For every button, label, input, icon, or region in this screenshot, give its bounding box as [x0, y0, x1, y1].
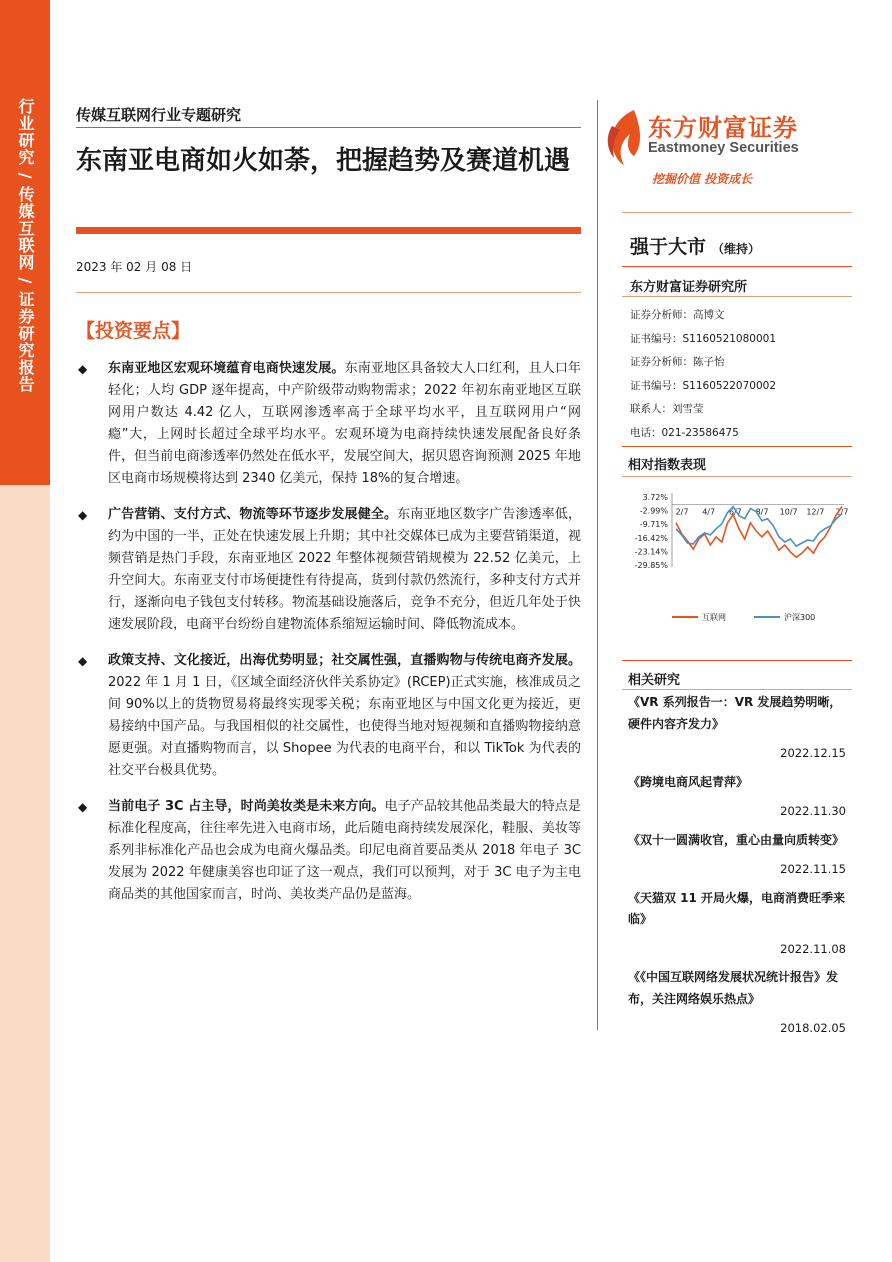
title-underline [76, 227, 581, 234]
key-point-body: 电子产品较其他品类最大的特点是标准化程度高，往往率先进入电商市场，此后随电商持续发展深化，鞋服、美妆等系列非标准化产品也会成为电商火爆品类。印尼电商首要品类从 2018 年电子 3C 发展为 2022 年健康美容也印证了这一观点，我们可以预判，对于 3C 电子为主电商品类的其他国家而言，时尚、美妆类产品仍是蓝海。 [108, 799, 581, 902]
header-rule [76, 127, 581, 128]
key-point-lead: 广告营销、支付方式、物流等环节逐步发展健全。 [108, 507, 398, 522]
page-title: 东南亚电商如火如荼，把握趋势及赛道机遇 [76, 146, 571, 176]
contact-line: 联系人：刘雪莹 [630, 403, 704, 415]
key-point-lead: 政策支持、文化接近，出海优势明显；社交属性强，直播购物与传统电商齐发展。 [108, 653, 581, 668]
diamond-bullet-icon: ◆ [78, 800, 88, 814]
y-tick-label: -2.99% [639, 506, 668, 516]
sidebar-label: 行业研究 / 传媒互联网 / 证券研究报告 [16, 98, 35, 393]
divider [622, 266, 852, 267]
flame-logo-icon [604, 108, 644, 166]
x-tick-label: 8/7 [755, 507, 769, 517]
related-title[interactable]: 《双十一圆满收官，重心由量向质转变》 [628, 832, 845, 847]
divider [622, 446, 852, 447]
related-title[interactable]: 《VR 系列报告一：VR 发展趋势明晰，硬件内容齐发力》 [628, 695, 842, 731]
section-heading: 【投资要点】 [76, 320, 191, 342]
report-type: 传媒互联网行业专题研究 [76, 106, 242, 124]
diamond-bullet-icon: ◆ [78, 508, 88, 522]
rating [630, 232, 760, 259]
sidebar-band [0, 0, 50, 1262]
key-point [76, 650, 581, 782]
related-date: 2022.11.30 [780, 804, 846, 818]
contact-line: 证券分析师：陈子怡 [630, 356, 725, 368]
date-rule [76, 292, 581, 293]
divider [622, 660, 852, 661]
related-date: 2018.02.05 [780, 1021, 846, 1035]
related-date: 2022.12.15 [780, 746, 846, 760]
y-tick-label: 3.72% [642, 493, 668, 502]
key-point-body: 2022 年 1 月 1 日，《区域全面经济伙伴关系协定》(RCEP)正式实施，核准成员之间 90%以上的货物贸易将最终实现零关税；东南亚地区与中国文化更为接近，更易接纳中国产品。与我国相似的社交属性，也使得当地对短视频和直播购物接纳意愿更强。对直播购物而言，以 Shopee 为代表的电商平台，和以 TikTok 为代表的社交平台极具优势。 [108, 675, 581, 778]
rating-main: 强于大市 [630, 236, 707, 258]
y-tick-label: -29.85% [634, 561, 668, 570]
related-date: 2022.11.08 [780, 941, 846, 956]
related-research-list [628, 692, 846, 1047]
key-point [76, 504, 581, 636]
report-date: 2023 年 02 月 08 日 [76, 260, 193, 274]
related-item[interactable] [628, 772, 846, 823]
key-points [76, 358, 581, 920]
relative-index-chart [622, 485, 852, 630]
related-heading: 相关研究 [628, 673, 681, 688]
related-title[interactable]: 《跨境电商风起青萍》 [628, 774, 749, 789]
related-item[interactable] [628, 830, 846, 881]
related-item[interactable] [628, 967, 846, 1040]
related-date: 2022.11.15 [780, 862, 846, 876]
x-tick-label: 4/7 [702, 507, 716, 517]
legend-label: 互联网 [702, 613, 726, 622]
key-point-lead: 当前电子 3C 占主导，时尚美妆类是未来方向。 [108, 799, 385, 814]
contact-line: 证券分析师：高博文 [630, 309, 725, 321]
x-tick-label: 2/7 [675, 507, 689, 517]
related-title[interactable]: 《天猫双 11 开局火爆，电商消费旺季来临》 [628, 890, 846, 926]
key-point-body: 东南亚地区具备较大人口红利，且人口年轻化；人均 GDP 逐年提高，中产阶级带动购物需求；2022 年初东南亚地区互联网用户数达 4.42 亿人，互联网渗透率高于全球平均水平，且互联网用户“网瘾”大，上网时长超过全球平均水平。宏观环境为电商持续快速发展配备良好条件，但当前电商渗透率仍然处在低水平，发展空间大，据贝恩咨询预测 2025 年地区电商市场规模将达到 2340 亿美元，保持 18%的复合增速。 [108, 361, 581, 486]
contact-line: 证书编号：S1160522070002 [630, 379, 777, 392]
x-tick-label: 12/7 [806, 507, 825, 517]
y-tick-label: -23.14% [634, 547, 668, 557]
contact-line: 证书编号：S1160521080001 [630, 332, 777, 345]
rating-sub: （维持） [712, 242, 761, 256]
divider [622, 689, 852, 690]
chart-title: 相对指数表现 [628, 458, 707, 473]
key-point [76, 796, 581, 906]
company-logo [604, 106, 848, 186]
logo-slogan: 挖掘价值 投资成长 [652, 172, 753, 186]
column-divider [597, 100, 598, 1030]
institute-name: 东方财富证券研究所 [630, 280, 748, 295]
key-point [76, 358, 581, 490]
x-tick-label: 2/7 [835, 507, 849, 517]
x-tick-label: 6/7 [728, 507, 742, 517]
logo-name-cn: 东方财富证券 [648, 114, 798, 142]
x-tick-label: 10/7 [779, 507, 798, 517]
key-point-lead: 东南亚地区宏观环境蕴育电商快速发展。 [108, 361, 345, 376]
legend-label: 沪深300 [784, 613, 816, 622]
y-tick-label: -9.71% [639, 520, 668, 530]
divider [622, 476, 852, 477]
divider [622, 212, 852, 213]
y-tick-label: -16.42% [634, 533, 668, 543]
divider [622, 296, 852, 297]
diamond-bullet-icon: ◆ [78, 654, 88, 668]
related-item[interactable] [628, 888, 846, 961]
analyst-contacts [630, 304, 776, 445]
logo-name-en: Eastmoney Securities [648, 140, 799, 156]
related-item[interactable] [628, 692, 846, 765]
contact-line: 电话：021-23586475 [630, 426, 739, 439]
diamond-bullet-icon: ◆ [78, 362, 88, 376]
key-point-body: 东南亚地区数字广告渗透率低，约为中国的一半，正处在快速发展上升期；其中社交媒体已成为主要营销渠道，视频营销是热门手段，东南亚地区 2022 年整体视频营销规模为 22.52 亿美元，上升空间大。东南亚支付市场便捷性有待提高，货到付款仍然流行，多种支付方式并行，逐渐向电子钱包支付转移。物流基础设施落后，竞争不充分，但近几年处于快速发展阶段，电商平台纷纷自建物流体系缩短运输时间、降低物流成本。 [108, 507, 581, 632]
related-title[interactable]: 《《中国互联网络发展状况统计报告》发布，关注网络娱乐热点》 [628, 970, 839, 1006]
